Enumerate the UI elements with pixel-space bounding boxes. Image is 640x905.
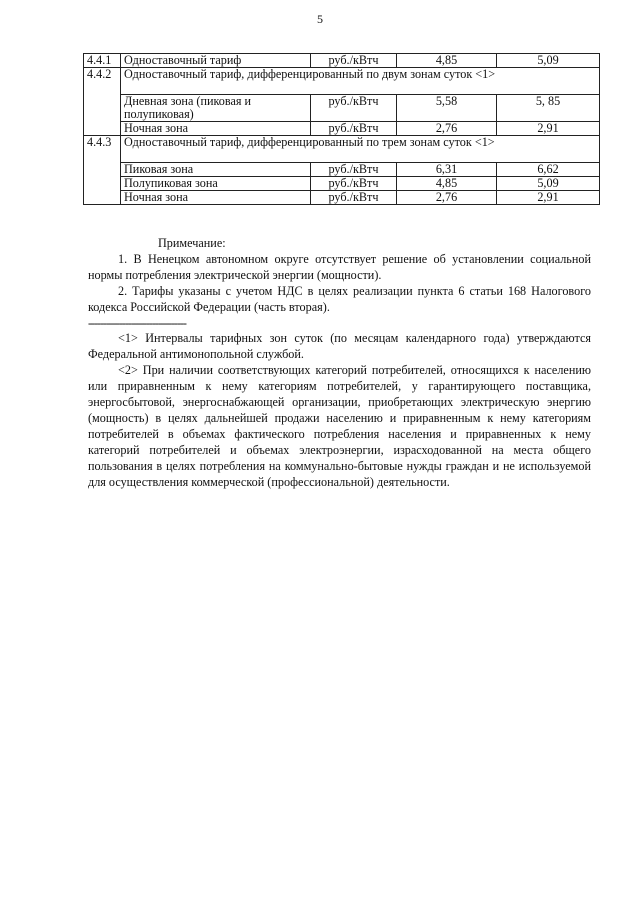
notes-heading: Примечание: [158, 236, 226, 250]
zone-value-1: 4,85 [397, 177, 497, 191]
zone-value-2: 5, 85 [497, 95, 600, 122]
footnote-divider: -------------------------------- [88, 315, 186, 330]
zone-value-2: 5,09 [497, 177, 600, 191]
zone-value-1: 5,58 [397, 95, 497, 122]
page-number: 5 [317, 12, 323, 26]
zone-value-2: 2,91 [497, 122, 600, 136]
zone-name: Ночная зона [121, 191, 311, 205]
zone-unit: руб./кВтч [311, 122, 397, 136]
table-row [84, 177, 600, 191]
table-row [84, 122, 600, 136]
zone-unit: руб./кВтч [311, 191, 397, 205]
zone-name: Ночная зона [121, 122, 311, 136]
row-title: Одноставочный тариф, дифференцированный по двум зонам суток <1> [121, 68, 600, 95]
notes-section [88, 236, 591, 491]
zone-value-1: 6,31 [397, 163, 497, 177]
zone-value-1: 2,76 [397, 122, 497, 136]
table-row [84, 68, 600, 95]
zone-unit: руб./кВтч [311, 163, 397, 177]
zone-value-1: 2,76 [397, 191, 497, 205]
note-item-2: 2. Тарифы указаны с учетом НДС в целях реализации пункта 6 статьи 168 Налогового кодекса Российской Федерации (часть вторая). [88, 283, 591, 314]
zone-unit: руб./кВтч [311, 95, 397, 122]
row-unit: руб./кВтч [311, 54, 397, 68]
note-item-1: 1. В Ненецком автономном округе отсутствует решение об установлении социальной нормы потребления электрической энергии (мощности). [88, 251, 591, 282]
table-row [84, 95, 600, 122]
row-name: Одноставочный тариф [121, 54, 311, 68]
zone-value-2: 2,91 [497, 191, 600, 205]
row-code: 4.4.2 [84, 68, 121, 136]
footnote-2: <2> При наличии соответствующих категорий потребителей, относящихся к населению или приравненным к нему категориям потребителей, у гарантирующего поставщика, энергосбытовой, энергоснабжающей организации, приобретающих электрическую энергию (мощность) в целях дальнейшей продажи населению и приравненным к нему категориям потребителей в объемах фактического потребления населения и приравненных к нему категорий потребителей и объемах электроэнергии, израсходованной на места общего пользования в целях потребления на коммунально-бытовые нужды граждан и не используемой для осуществления коммерческой (профессиональной) деятельности. [88, 363, 591, 489]
tariff-table [83, 53, 600, 205]
zone-name: Дневная зона (пиковая и полупиковая) [121, 95, 311, 122]
row-value-1: 4,85 [397, 54, 497, 68]
footnote-1: <1> Интервалы тарифных зон суток (по месяцам календарного года) утверждаются Федеральной антимонопольной службой. [88, 331, 591, 362]
zone-unit: руб./кВтч [311, 177, 397, 191]
table-row [84, 54, 600, 68]
zone-name: Полупиковая зона [121, 177, 311, 191]
table-row [84, 136, 600, 163]
table-row [84, 163, 600, 177]
zone-name: Пиковая зона [121, 163, 311, 177]
zone-value-2: 6,62 [497, 163, 600, 177]
row-title: Одноставочный тариф, дифференцированный по трем зонам суток <1> [121, 136, 600, 163]
row-code: 4.4.3 [84, 136, 121, 205]
row-value-2: 5,09 [497, 54, 600, 68]
row-code: 4.4.1 [84, 54, 121, 68]
table-row [84, 191, 600, 205]
